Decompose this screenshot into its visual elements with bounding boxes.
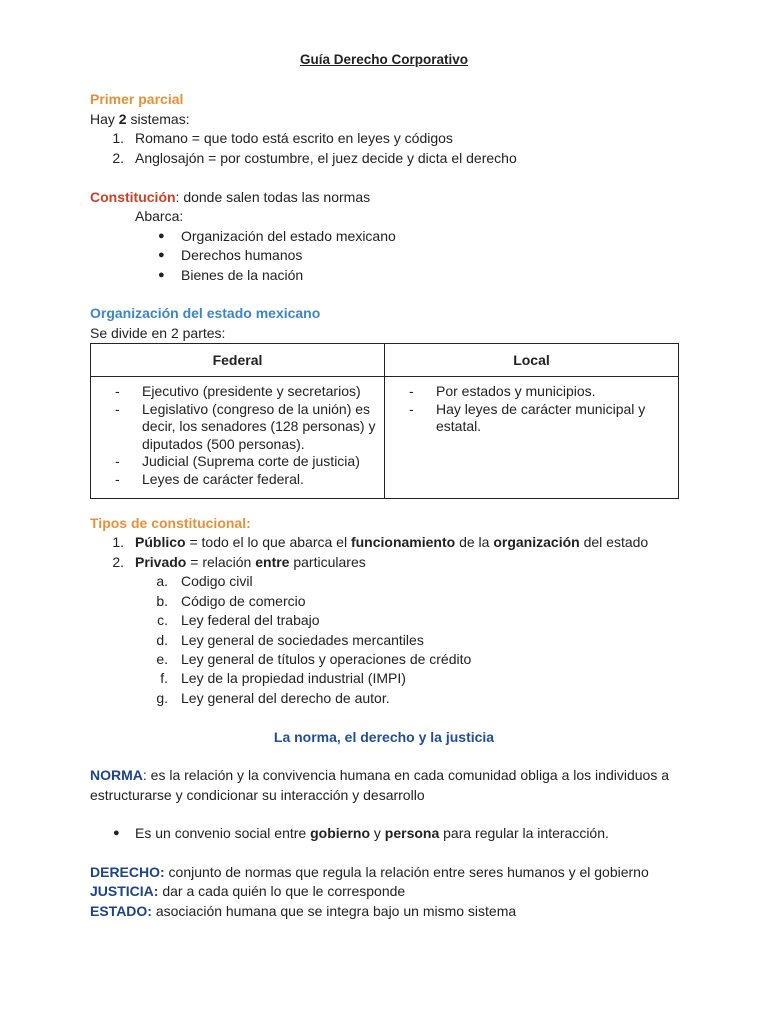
list-item: - Ejecutivo (presidente y secretarios) [115,383,361,399]
list-item: - Legislativo (congreso de la unión) es decir, los senadores (128 personas) y diputados (500 personas). [115,400,376,452]
bullet-icon: ● [158,269,165,281]
primer-parcial-heading: Primer parcial [90,91,184,107]
norma-definition-line1: NORMA: es la relación y la convivencia humana en cada comunidad obliga a los individuos a [90,767,669,783]
table-header-local: Local [385,344,679,377]
justicia-definition: JUSTICIA: dar a cada quién lo que le corresponde [90,883,406,899]
norma-section-heading: La norma, el derecho y la justicia [273,729,495,745]
table-header-federal: Federal [91,344,385,377]
norma-definition-line2: estructurarse y condicionar su interacción y desarrollo [90,787,425,803]
bullet-icon: ● [158,230,165,242]
tipos-heading: Tipos de constitucional: [90,515,251,531]
list-item: - Judicial (Suprema corte de justicia) [115,453,360,469]
estado-definition: ESTADO: asociación humana que se integra bajo un mismo sistema [90,903,517,919]
document-page: Guía Derecho Corporativo Primer parcial Hay 2 sistemas: 1. Romano = que todo está escrito en leyes y códigos 2. Anglosajón = por costumbre, el juez decide y dicta el derecho Constitución: donde salen todas las normas Abarca: ● Organización del estado mexicano ● Derechos humanos ● Bienes de la nación Organización del estado mexicano Se divide en 2 partes: Federal Local - Ejecutivo (presidente y secretarios) - Legislativo (congreso de la unión) es decir, los senadores (128 personas) y diputados (500 personas). - Judicial (Suprema corte de justicia) - Leyes de carácter federal. - Por estados y municipios. - Hay leyes de carácter municipal y estatal. Tipos de constitucional: 1. Público = todo el lo que abarca el funcionamiento de la organización del estado 2. Privado = relación entre particulares a. Codigo civil b. Código de comercio c. Ley federal del trabajo d. Ley general de sociedades mercantiles e. Ley general de títulos y operaciones de crédito f. Ley de la propiedad industrial (IMPI) g. Ley general del derecho de autor. La norma, el derecho y la justicia NORMA: es la relación y la convivencia humana en cada comunidad obliga a los individuos a estructurarse y condicionar su interacción y desarrollo ● Es un convenio social entre gobierno y persona para regular la interacción. DERECHO: conjunto de normas que regula la relación entre seres humanos y el gobierno JUSTICIA: dar a cada quién lo que le corresponde ESTADO: asociación humana que se integra bajo un mismo sistema [0,0,768,1024]
list-item: - Hay leyes de carácter municipal y estatal. [409,400,646,434]
sistemas-intro: Hay 2 sistemas: [90,111,190,127]
organizacion-intro: Se divide en 2 partes: [90,325,226,341]
derecho-definition: DERECHO: conjunto de normas que regula la relación entre seres humanos y el gobierno [90,864,649,880]
list-item: - Por estados y municipios. [409,383,596,399]
organizacion-table [90,343,679,499]
bullet-icon: ● [113,827,120,839]
organizacion-heading: Organización del estado mexicano [90,305,321,321]
constitucion-definition: Constitución: donde salen todas las normas [90,189,371,205]
local-cell [385,377,679,499]
abarca-label: Abarca: [135,208,184,224]
document-title: Guía Derecho Corporativo [299,52,469,67]
list-item: - Leyes de carácter federal. [115,470,304,487]
bullet-icon: ● [158,249,165,261]
federal-cell [91,377,385,499]
